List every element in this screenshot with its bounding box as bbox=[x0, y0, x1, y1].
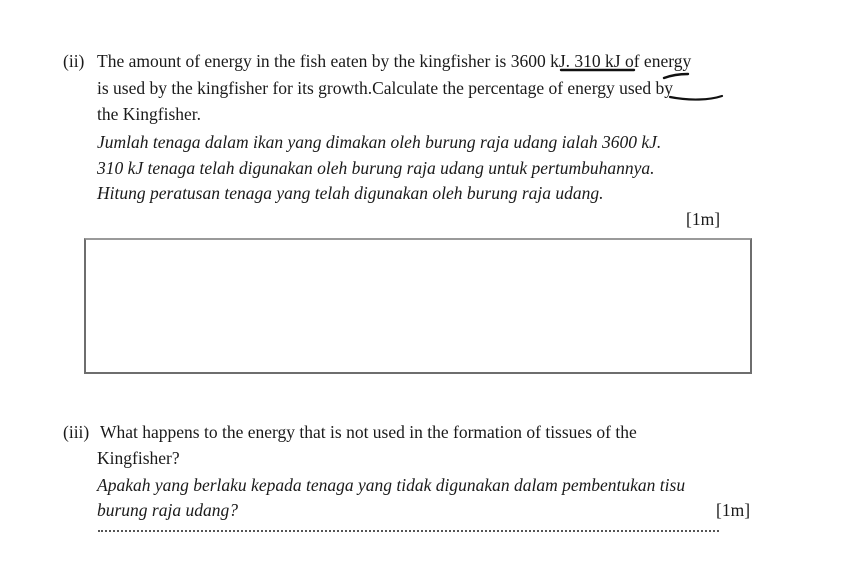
question-ii-text-line-1: The amount of energy in the fish eaten by the kingfisher is 3600 kJ. 310 kJ of energy bbox=[97, 51, 692, 71]
question-ii-marks: [1m] bbox=[686, 209, 721, 229]
question-ii-malay-line-2: 310 kJ tenaga telah digunakan oleh burung raja udang untuk pertumbuhannya. bbox=[97, 158, 655, 178]
question-ii-text-line-2: is used by the kingfisher for its growth.Calculate the percentage of energy used by bbox=[97, 78, 674, 98]
question-iii-malay-line-2: burung raja udang? bbox=[97, 500, 238, 520]
answer-box[interactable] bbox=[84, 238, 752, 374]
question-iii-text-line-2: Kingfisher? bbox=[97, 448, 180, 468]
question-iii-text-line-1: What happens to the energy that is not used in the formation of tissues of the bbox=[100, 422, 637, 442]
question-iii-malay-line-1: Apakah yang berlaku kepada tenaga yang tidak digunakan dalam pembentukan tisu bbox=[97, 475, 686, 495]
question-ii-malay-line-1: Jumlah tenaga dalam ikan yang dimakan oleh burung raja udang ialah 3600 kJ. bbox=[97, 132, 662, 152]
question-ii-malay-line-3: Hitung peratusan tenaga yang telah digunakan oleh burung raja udang. bbox=[97, 183, 604, 203]
question-ii-text-line-3: the Kingfisher. bbox=[97, 104, 202, 124]
question-iii-marks: [1m] bbox=[716, 500, 751, 520]
question-ii-number: (ii) bbox=[63, 51, 85, 71]
answer-line[interactable] bbox=[98, 530, 719, 532]
question-iii-number: (iii) bbox=[63, 422, 90, 442]
